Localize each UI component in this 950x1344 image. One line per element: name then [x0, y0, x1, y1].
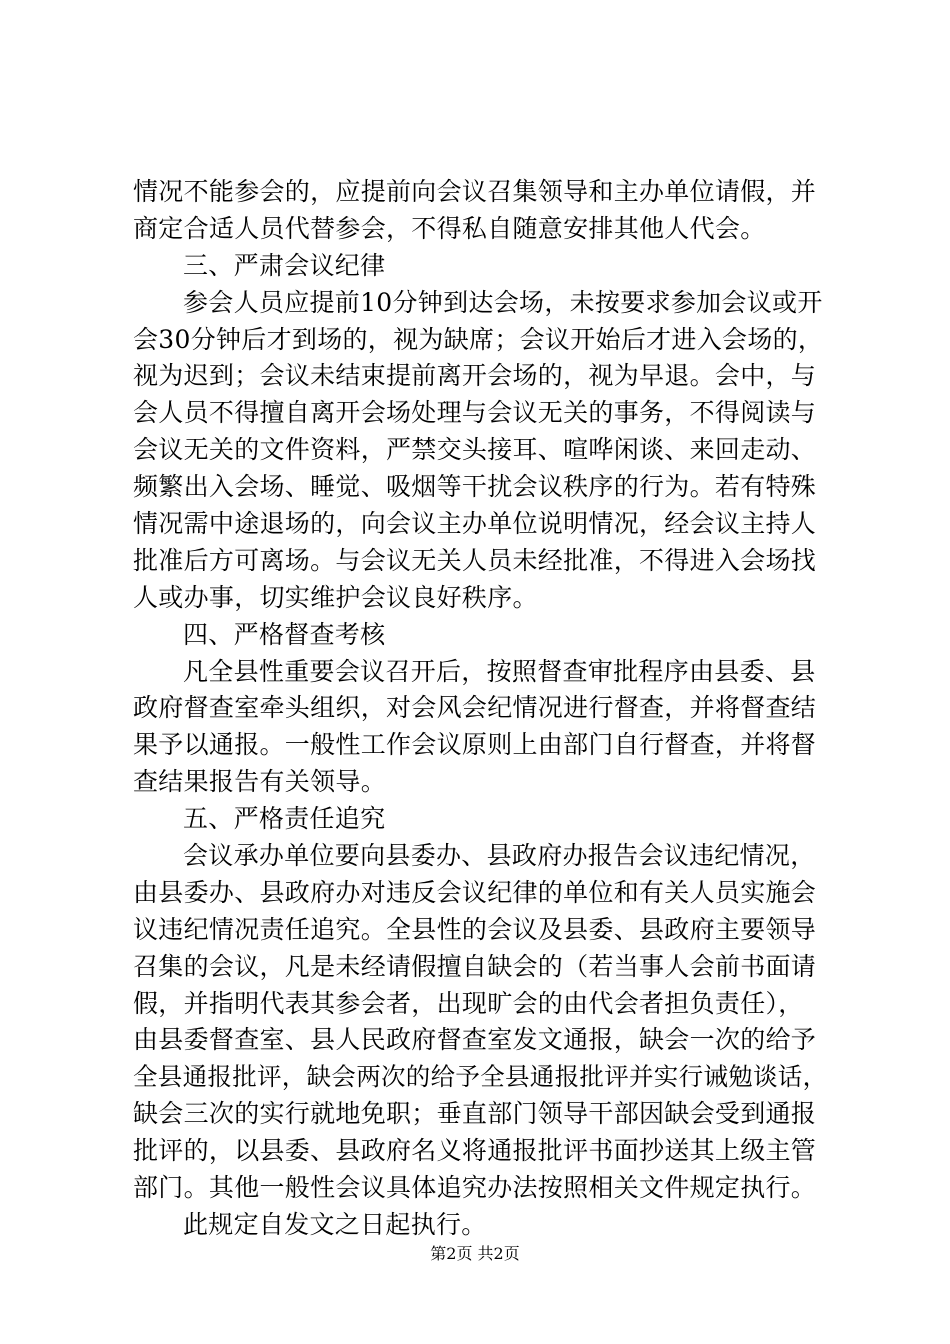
body-line: 频繁出入会场、睡觉、吸烟等干扰会议秩序的行为。若有特殊	[133, 472, 817, 502]
body-line: 批评的，以县委、县政府名义将通报批评书面抄送其上级主管	[133, 1136, 817, 1166]
body-line: 假，并指明代表其参会者，出现旷会的由代会者担负责任），	[133, 988, 804, 1018]
body-line: 全县通报批评，缺会两次的给予全县通报批评并实行诫勉谈话，	[133, 1062, 828, 1092]
body-line: 参会人员应提前10分钟到达会场，未按要求参加会议或开	[183, 287, 823, 317]
body-line: 由县委办、县政府办对违反会议纪律的单位和有关人员实施会	[133, 877, 817, 907]
body-line: 果予以通报。一般性工作会议原则上由部门自行督查，并将督	[133, 730, 817, 760]
body-line: 缺会三次的实行就地免职；垂直部门领导干部因缺会受到通报	[133, 1099, 817, 1129]
body-line: 部门。其他一般性会议具体追究办法按照相关文件规定执行。	[133, 1173, 817, 1203]
body-line: 政府督查室牵头组织，对会风会纪情况进行督查，并将督查结	[133, 693, 817, 723]
body-line: 召集的会议，凡是未经请假擅自缺会的（若当事人会前书面请	[133, 951, 817, 981]
body-line: 视为迟到；会议未结束提前离开会场的，视为早退。会中，与	[133, 361, 817, 391]
body-line: 批准后方可离场。与会议无关人员未经批准，不得进入会场找	[133, 545, 817, 575]
body-line: 情况需中途退场的，向会议主办单位说明情况，经会议主持人	[133, 509, 817, 539]
body-line: 人或办事，切实维护会议良好秩序。	[133, 582, 538, 612]
body-line: 查结果报告有关领导。	[133, 767, 387, 797]
body-line: 议违纪情况责任追究。全县性的会议及县委、县政府主要领导	[133, 914, 817, 944]
body-line: 会人员不得擅自离开会场处理与会议无关的事务，不得阅读与	[133, 398, 817, 428]
section-heading: 四、严格督查考核	[183, 619, 386, 649]
page-number-footer: 第2页 共2页	[430, 1244, 520, 1263]
body-line: 情况不能参会的，应提前向会议召集领导和主办单位请假，并	[133, 177, 817, 206]
body-line: 会议无关的文件资料，严禁交头接耳、喧哗闲谈、来回走动、	[133, 435, 817, 465]
body-line: 商定合适人员代替参会，不得私自随意安排其他人代会。	[133, 213, 766, 243]
body-line: 由县委督查室、县人民政府督查室发文通报，缺会一次的给予	[133, 1025, 817, 1055]
body-line: 会议承办单位要向县委办、县政府办报告会议违纪情况，	[183, 841, 816, 871]
body-line: 会30分钟后才到场的，视为缺席；会议开始后才进入会场的，	[133, 324, 824, 354]
section-heading: 三、严肃会议纪律	[183, 250, 386, 280]
document-body	[133, 174, 833, 1244]
section-heading: 五、严格责任追究	[183, 804, 386, 834]
body-line: 凡全县性重要会议召开后，按照督查审批程序由县委、县	[183, 656, 816, 686]
body-line: 此规定自发文之日起执行。	[183, 1209, 487, 1239]
